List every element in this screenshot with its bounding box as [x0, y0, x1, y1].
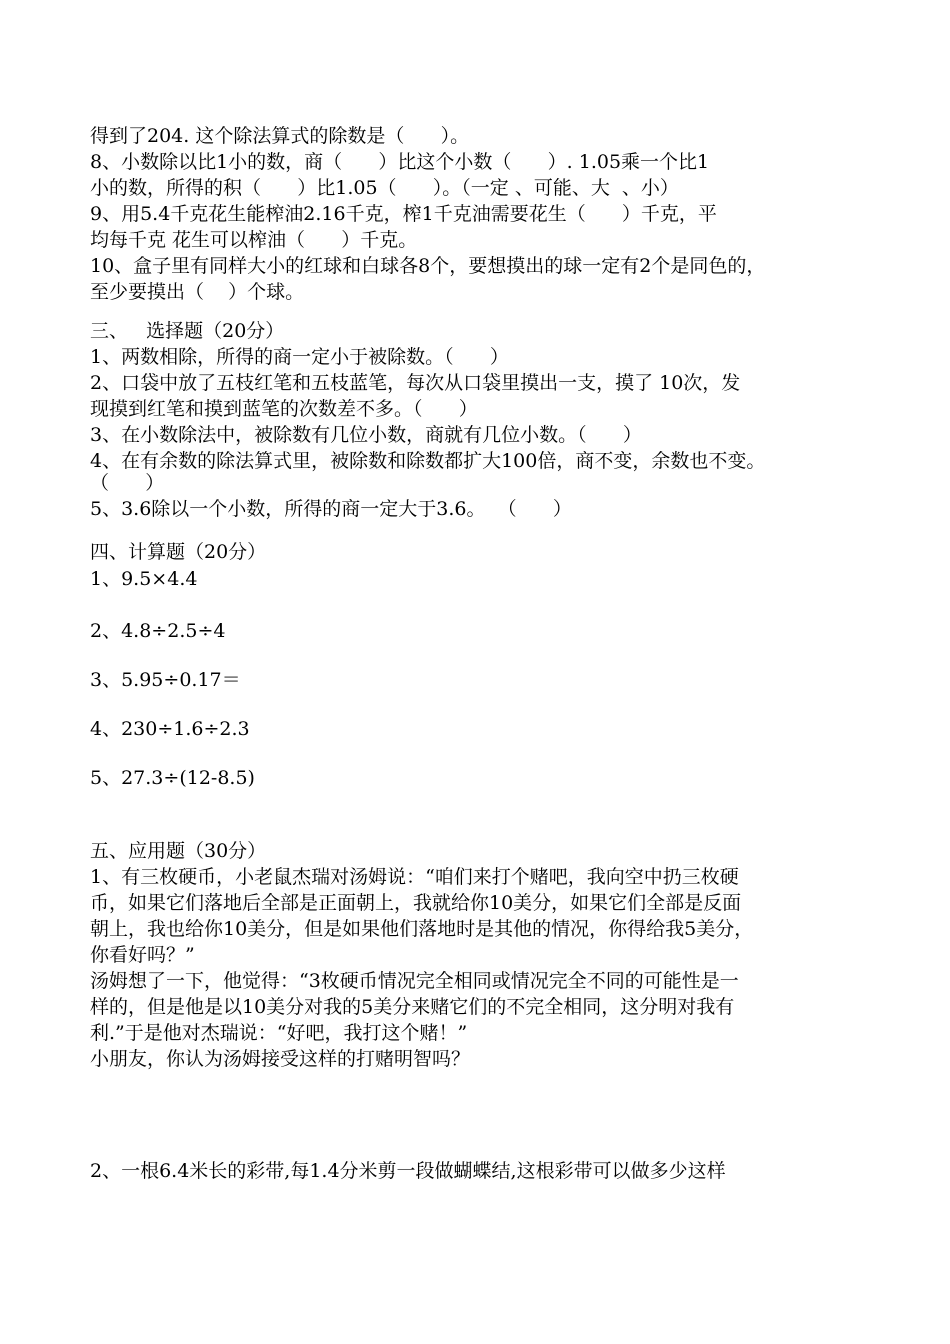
word-problem-1-line-4: 你看好吗？” [90, 944, 195, 966]
fill-in-question-10-cont: 至少要摸出（ ）个球。 [90, 281, 305, 303]
choice-question-2-cont: 现摸到红笔和摸到蓝笔的次数差不多。（ ） [90, 398, 478, 420]
choice-question-4: 4、在有余数的除法算式里，被除数和除数都扩大100倍，商不变，余数也不变。 [90, 450, 766, 472]
calc-question-2: 2、4.8÷2.5÷4 [90, 620, 226, 642]
word-problem-1-line-6: 样的，但是他是以10美分对我的5美分来赌它们的不完全相同，这分明对我有 [90, 996, 735, 1018]
calc-question-4: 4、230÷1.6÷2.3 [90, 718, 250, 740]
choice-question-4-cont: （ ） [90, 472, 165, 494]
calc-question-1: 1、9.5×4.4 [90, 568, 198, 590]
section-4-heading: 四、计算题（20分） [90, 541, 267, 563]
section-5-heading: 五、应用题（30分） [90, 840, 267, 862]
word-problem-1: 1、有三枚硬币，小老鼠杰瑞对汤姆说：“咱们来打个赌吧，我向空中扔三枚硬 [90, 866, 739, 888]
choice-question-3: 3、在小数除法中，被除数有几位小数，商就有几位小数。（ ） [90, 424, 642, 446]
word-problem-1-line-2: 币，如果它们落地后全部是正面朝上，我就给你10美分，如果它们全部是反面 [90, 892, 742, 914]
fill-in-question-9-cont: 均每千克 花生可以榨油（ ）千克。 [90, 229, 418, 251]
word-problem-1-line-5: 汤姆想了一下，他觉得：“3枚硬币情况完全相同或情况完全不同的可能性是一 [90, 970, 739, 992]
section-3-heading: 三、 选择题（20分） [90, 320, 285, 342]
word-problem-2: 2、一根6.4米长的彩带,每1.4分米剪一段做蝴蝶结,这根彩带可以做多少这样 [90, 1160, 726, 1182]
word-problem-1-line-8: 小朋友，你认为汤姆接受这样的打赌明智吗？ [90, 1048, 471, 1070]
choice-question-2: 2、口袋中放了五枝红笔和五枝蓝笔，每次从口袋里摸出一支，摸了 10次，发 [90, 372, 741, 394]
fill-in-question-7-tail: 得到了204. 这个除法算式的除数是（ ）。 [90, 125, 470, 147]
word-problem-1-line-7: 利.”于是他对杰瑞说：“好吧，我打这个赌！” [90, 1022, 468, 1044]
fill-in-question-10: 10、盒子里有同样大小的红球和白球各8个，要想摸出的球一定有2个是同色的， [90, 255, 766, 277]
word-problem-1-line-3: 朝上，我也给你10美分，但是如果他们落地时是其他的情况，你得给我5美分， [90, 918, 754, 940]
fill-in-question-8: 8、小数除以比1小的数，商（ ）比这个小数（ ）. 1.05乘一个比1 [90, 151, 710, 173]
fill-in-question-9: 9、用5.4千克花生能榨油2.16千克，榨1千克油需要花生（ ）千克，平 [90, 203, 717, 225]
calc-question-3: 3、5.95÷0.17＝ [90, 669, 241, 691]
calc-question-5: 5、27.3÷(12-8.5) [90, 767, 255, 789]
choice-question-1: 1、两数相除，所得的商一定小于被除数。（ ） [90, 346, 509, 368]
fill-in-question-8-cont: 小的数，所得的积（ ）比1.05（ ）。（一定 、可能、大 、小） [90, 177, 679, 199]
choice-question-5: 5、3.6除以一个小数，所得的商一定大于3.6。 （ ） [90, 498, 572, 520]
